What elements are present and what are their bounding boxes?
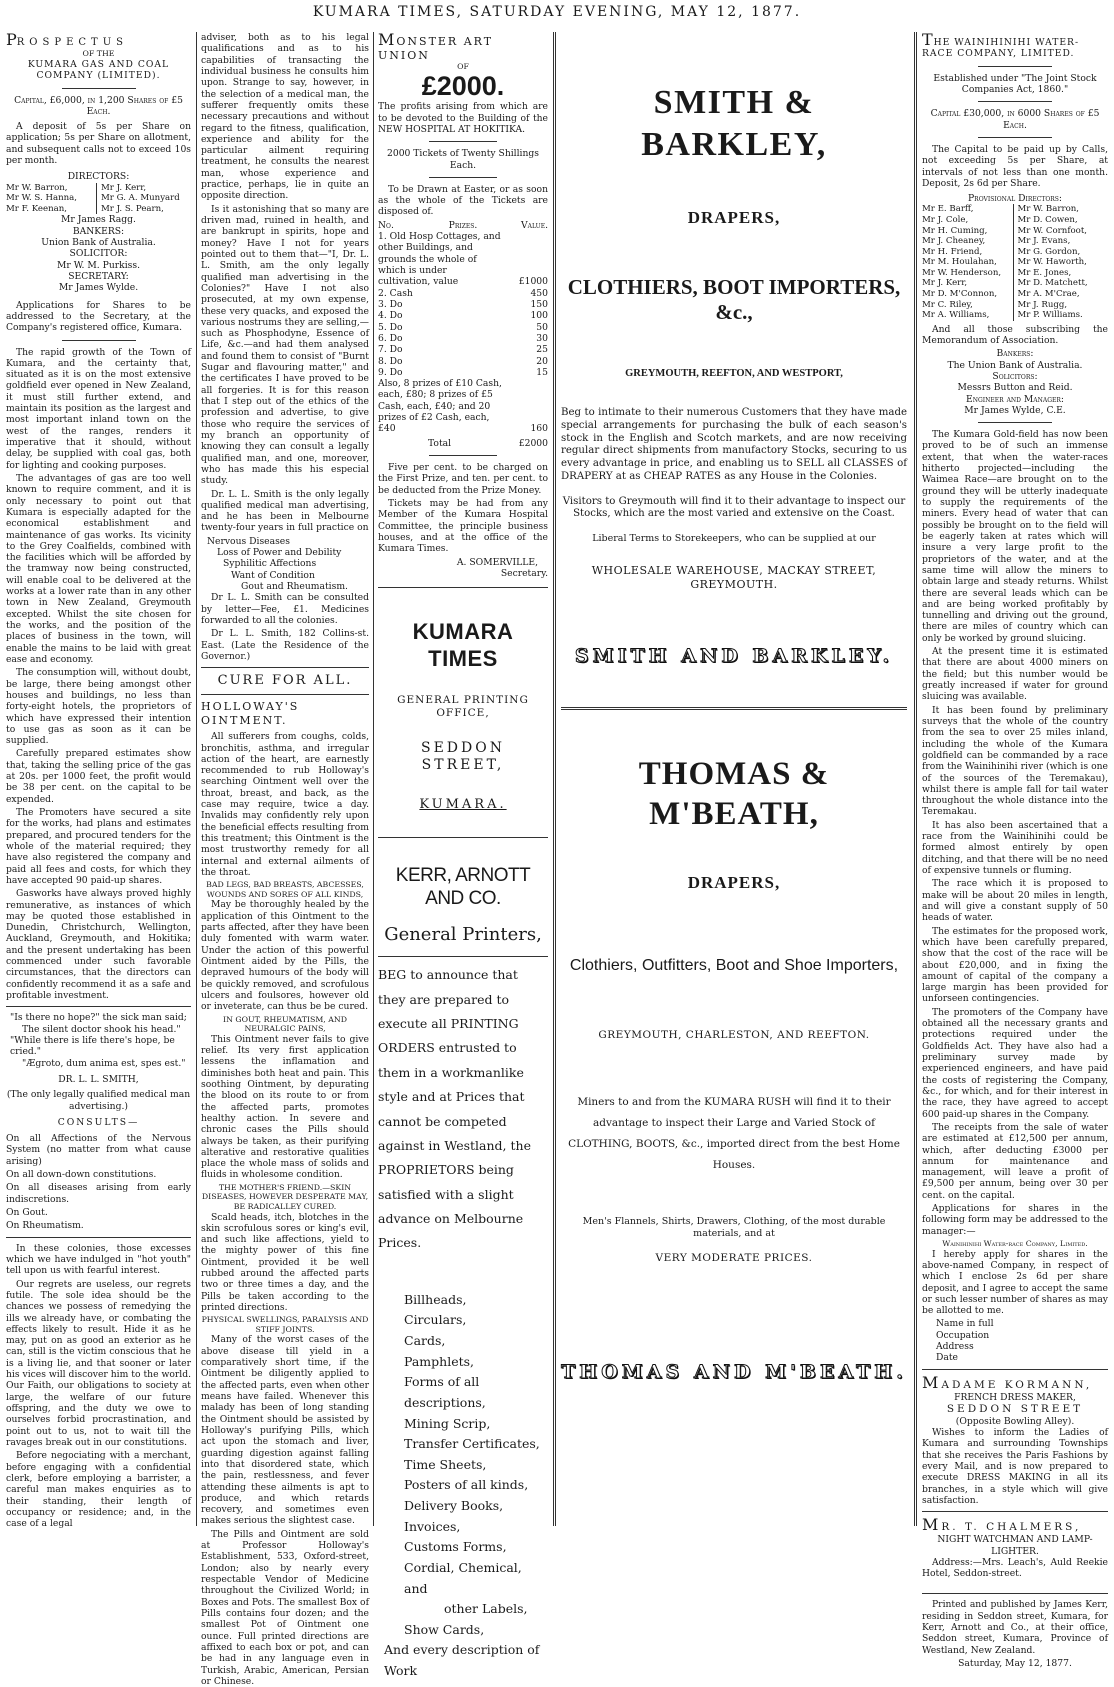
prize-row: 9. Do 15 [378, 366, 548, 378]
prize-row: Also, 8 prizes of £10 Cash, each, £80; 8 prizes of £5 Cash, each, £40; and 20 prizes of £2 Cash, each, £40 160 [378, 378, 548, 435]
chalmers-heading: MR. T. CHALMERS, [922, 1515, 1082, 1535]
prize-total: Total £2000 [428, 437, 548, 449]
prize-rows [378, 288, 548, 379]
divider [378, 587, 548, 588]
verse: "Is there no hope?" the sick man said; The silent doctor shook his head." "While there is life there's hope, be cried." "Ægroto, dum anima est, spes est." [10, 1012, 187, 1069]
holloway-heading: HOLLOWAY'S OINTMENT. [201, 700, 300, 727]
capital: Capital, £6,000, in 1,200 Shares of £5 Each. [14, 94, 183, 117]
drop-cap: P [6, 30, 17, 49]
divider [978, 422, 1052, 423]
divider [6, 1006, 191, 1007]
divider [429, 177, 497, 178]
provisional-directors: Mr E. Barff, Mr J. Cole, Mr H. Cuming, Mr J. Cheaney, Mr H. Friend, Mr M. Houlahan, Mr W. Henderson, Mr J. Kerr, Mr D. M'Connon, Mr C. Riley, Mr A. Williams, Mr W. Barron, Mr D. Cowen, Mr W. Cornfoot, Mr J. Evans, Mr G. Gordon, Mr W. Haworth, Mr E. Jones, Mr D. Matchett, Mr A. M'Crae, Mr J. Rugg, Mr P. Williams. [922, 204, 1108, 320]
issue-date: Saturday, May 12, 1877. [958, 1658, 1072, 1670]
divider [922, 1511, 1108, 1512]
column-4: SMITH & BARKLEY, DRAPERS, CLOTHIERS, BOOT IMPORTERS, &c., GREYMOUTH, REEFTON, AND WESTPORT, Beg to intimate to their numerous Customers that they have made special arrangements for purchasing the bulk of each season's stock in the English and Scotch markets, and are now receiving regular direct shipments from manufactory Stocks, securing to us every advantage in price, and enabling us to SELL all CLASSES of DRAPERY at as CHEAP RATES as any House in the Colonies. Visitors to Greymouth will find it to their advantage to inspect our Stocks, which are the most varied and extensive on the Coast. Liberal Terms to Storekeepers, who can be supplied at our WHOLESALE WAREHOUSE, MACKAY STREET, GREYMOUTH. SMITH AND BARKLEY. THOMAS & M'BEATH, DRAPERS, Clothiers, Outfitters, Boot and Shoe Importers, GREYMOUTH, CHARLESTON, AND REEFTON. Miners to and from the KUMARA RUSH will find it to their advantage to inspect their Large and Varied Stock of CLOTHING, BOOTS, &c., imported direct from the best Home Houses. Men's Flannels, Shirts, Drawers, Clothing, of the most durable materials, and at VERY MODERATE PRICES. THOMAS AND M'BEATH. [561, 84, 907, 1383]
prize-row: 1. Old Hosp Cottages, and other Buildings, and grounds the whole of which is under cultivation, value £1000 [378, 231, 548, 288]
thomas-mbeath-title: THOMAS & M'BEATH, [638, 755, 830, 833]
water-race-heading: THE WAINIHINIHI WATER-RACE COMPANY, LIMITED. [922, 30, 1080, 60]
printing-services: Billheads, Circulars, Cards, Pamphlets, Forms of all descriptions, Mining Scrip, Transfer Certificates, Time Sheets, Posters of all kinds, Delivery Books, Invoices, Customs Forms, Cordial, Chemical, and other Labels, Show Cards, And every description of Work [384, 1291, 540, 1679]
column-1: PROSPECTUS OF THE KUMARA GAS AND COAL COMPANY (LIMITED). Capital, £6,000, in 1,200 Shares of £5 Each. A deposit of 5s per Share on application; 5s per Share on allotment, and subsequent calls not to exceed 10s per month. DIRECTORS: Mr W. Barron, Mr W. S. Hanna, Mr F. Keenan, Mr J. Kerr, Mr G. A. Munyard Mr J. S. Pearn, Mr James Ragg. BANKERS: Union Bank of Australia. SOLICITOR: Mr W. M. Purkiss. SECRETARY: Mr James Wylde. Applications for Shares to be addressed to the Secretary, at the Company's registered office, Kumara. The rapid growth of the Town of Kumara, and the certainty that, situated as it is on the most extensive goldfield ever opened in New Zealand, it must still further extend, and maintain its position as the largest and most important inland town on the west of the ranges, renders it imperative that it should, without delay, be supplied with coal gas, both for lighting and cooking purposes. The advantages of gas are too well known to require comment, and it is only necessary to point out that Kumara is especially adapted for the economical establishment and maintenance of gas works. Its vicinity to the Grey Coalfields, combined with the facilities which will be afforded by the tramway now being constructed, will enable coal to be delivered at the works at a lower rate than in any other town in New Zealand, Greymouth excepted. Whilst the site chosen for the works, and the position of the places of business in the town, will enable the mains to be laid with great ease and economy. The consumption will, without doubt, be large, there being amongst other houses and buildings, no less than forty-eight hotels, the proprietors of which have expressed their intention to use gas as soon as it can be supplied. Carefully prepared estimates show that, taking the selling price of the gas at 20s. per 1000 feet, the profit would be 38 per cent. on the capital to be expended. The Promoters have secured a site for the works, had plans and estimates prepared, and procured tenders for the whole of the material required; they have also registered the company and paid all fees and costs, for which they have accepted 90 paid-up shares. Gasworks have always proved highly remunerative, as instances of which may be quoted those established in Dunedin, Christchurch, Wellington, Auckland, Greymouth, and Hokitika; and the present undertaking has been commenced under such favorable circumstances, that the directors can confidently recommend it as a safe and profitable investment. "Is there no hope?" the sick man said; The silent doctor shook his head." "While there is life there's hope, be cried." "Ægroto, dum anima est, spes est." DR. L. L. SMITH, (The only legally qualified medical man advertising.) CONSULTS— On all Affections of the Nervous System (no matter from what cause arising) On all down-down constitutions. On all diseases arising from early indiscretions. On Gout. On Rheumatism. In these colonies, those excesses which we have indulged in "hot youth" tell upon us with fearful interest. Our regrets are useless, our regrets futile. The sole idea should be the chances we possess of remedying the ills we already have, or combating the effects likely to result. Hide it as he may, put on as good an exterior as he can, still is the victim conscious that he is a living lie, and that sooner or later his vices will discover him to the world. Our Faith, our obligations to society at large, the welfare of our future offspring, and the duty we owe to ourselves forbid procrastination, and point out to us, not to wait till the ravages break out in our constitutions. Before negociating with a merchant, before engaging with a confidential clerk, before employing a barrister, a careful man makes enquiries as to their standing, their length of occupancy or residence; and, in the case of a legal [6, 30, 191, 1530]
smith-barkley-title: SMITH & BARKLEY, [641, 84, 827, 163]
prize-row: 3. Do 150 [378, 298, 548, 310]
directors-list: Mr W. Barron, Mr W. S. Hanna, Mr F. Keenan, Mr J. Kerr, Mr G. A. Munyard Mr J. S. Pearn, [6, 183, 191, 215]
masthead: KUMARA TIMES, SATURDAY EVENING, MAY 12, 1877. [312, 4, 802, 20]
prize-row: 5. Do 50 [378, 321, 548, 333]
column-rule [553, 32, 556, 1526]
divider [378, 837, 548, 838]
printing-notice: BEG to announce that they are prepared to execute all PRINTING ORDERS entrusted to them in a workmanlike style and at Prices that cannot be competed against in Westland, the PROPRIETORS being satisfied with a slight advance on Melbourne Prices. [378, 967, 531, 1251]
conditions-list: Nervous Diseases Loss of Power and Debility Syphilitic Affections Want of Condition Gout and Rheumatism. [207, 535, 348, 592]
divider [978, 137, 1052, 138]
column-2: adviser, both as to his legal qualifications and as to his capabilities of transacting the individual business he consults him upon. Strange to say, however, in the selection of a medical man, the sufferer frequently omits these necessary precautions and without regard to the fitness, qualification, experience and ability for the particular ailment requiring treatment, he consults the nearest man, whose experience and practice, perhaps, lie in quite an opposite direction. Is it astonishing that so many are driven mad, ruined in health, and are bankrupt in spirits, hope and money? Have I not for years pointed out to them that—"I, Dr. L. L. Smith, am the only legally qualified man advertising in the Colonies?" Have I not also prosecuted, at my own expense, these very quacks, and exposed the various nostrums they are selling,—such as Phosphodyne, Essence of Life, &c.—and had them analysed and found them to consist of "Burnt Sugar and flavouring matter," and the certificates I have proved to be all forgeries. It is for this reason that I step out of the ethics of the profession and advertise, to give those who require the services of my branch an opportunity of knowing they can consult a legally qualified man, and one, moreover, who has made this his especial study. Dr. L. L. Smith is the only legally qualified medical man advertising, and he has been in Melbourne twenty-four years in full practice on Nervous Diseases Loss of Power and Debility Syphilitic Affections Want of Condition Gout and Rheumatism. Dr L. L. Smith can be consulted by letter—Fee, £1. Medicines forwarded to all the colonies. Dr L. L. Smith, 182 Collins-st. East. (Late the Residence of the Governor.) CURE FOR ALL. HOLLOWAY'S OINTMENT. All sufferers from coughs, colds, bronchitis, asthma, and irregular action of the heart, are earnestly recommended to rub Holloway's searching Ointment well over the throat, breast, and back, as the case may require, twice a day. Invalids may confidently rely upon the beneficial effects resulting from this treatment; this Ointment is the most trustworthy remedy for all internal and external ailments of the throat. BAD LEGS, BAD BREASTS, ABCESSES, WOUNDS AND SORES OF ALL KINDS, May be thoroughly healed by the application of this Ointment to the parts affected, after they have been duly fomented with warm water. Under the action of this powerful Ointment aided by the Pills, the depraved humours of the body will be quickly removed, and scrofulous ulcers and foulsores, however old or inveterate, can thus be be cured. IN GOUT, RHEUMATISM, AND NEURALGIC PAINS, This Ointment never fails to give relief. Its very first application lessens the inflamation and diminishes both heat and pain. This soothing Ointment, by depurating the blood on its route to or from the affected parts, promotes healthy action. In severe and chronic cases the Pills should always be taken, as their purifying alterative and restorative qualities place the whole mass of solids and fluids in wholesome condition. THE MOTHER'S FRIEND.—SKIN DISEASES, HOWEVER DESPERATE MAY, BE RADICALLEY CURED. Scald heads, itch, blotches in the skin scrofulous sores or king's evil, and such like affections, yield to the mighty power of this fine Ointment, provided it be well rubbed around the affected parts two or three times a day, and the Pills be taken according to the printed directions. PHYSICAL SWELLINGS, PARALYSIS AND STIFF JOINTS. Many of the worst cases of the above disease till yield in a comparatively short time, if the Ointment be diligently applied to the affected parts, even when other means have failed. Whenever this malady has been of long standing the Ointment should be assisted by Holloway's purifying Pills, which act upon the stomach and liver, guarding digestion against falling into that disordered state, which the pain, restlessness, and fever attending these ailments is apt to produce, and which retards recovery, and sometimes even makes serious the slightest case. The Pills and Ointment are sold at Professor Holloway's Establishment, 533, Oxford-street, London; also by nearly every respectable Vendor of Medicine throughout the Civilized World; in Boxes and Pots. The smallest Box of Pills contains four dozen; and the smallest Pot of Ointment one ounce. Full printed directions are affixed to each box or pot, and can be had in any language even in Turkish, Arabic, American, Persian or Chinese. [201, 32, 369, 1687]
divider [378, 956, 548, 957]
prize-row: 6. Do 30 [378, 332, 548, 344]
column-3: MONSTER ART UNION OF £2000. The profits arising from which are to be devoted to the Building of the NEW HOSPITAL AT HOKITIKA. 2000 Tickets of Twenty Shillings Each. To be Drawn at Easter, or as soon as the whole of the Tickets are disposed of. No. Prizes. Value. 1. Old Hosp Cottages, and other Buildings, and grounds the whole of which is under cultivation, value £1000 2. Cash 450 3. Do 150 4. Do 100 5. Do 50 6. Do 30 7. Do 25 8. Do 20 9. Do 15 Also, 8 prizes of £10 Cash, each, £80; 8 prizes of £5 Cash, each, £40; and 20 prizes of £2 Cash, each, £40 160 Total £2000 Five per cent. to be charged on the First Prize, and ten. per cent. to be deducted from the Prize Money. Tickets may be had from any Member of the Kumara Hospital Committee, the principle business houses, and at the office of the Kumara Times. A. SOMERVILLE, Secretary. KUMARA TIMES GENERAL PRINTING OFFICE, SEDDON STREET, KUMARA. KERR, ARNOTT AND CO. General Printers, BEG to announce that they are prepared to execute all PRINTING ORDERS entrusted to them in a workmanlike style and at Prices that cannot be competed against in Westland, the PROPRIETORS being satisfied with a slight advance on Melbourne Prices. Billheads, Circulars, Cards, Pamphlets, Forms of all descriptions, Mining Scrip, Transfer Certificates, Time Sheets, Posters of all kinds, Delivery Books, Invoices, Customs Forms, Cordial, Chemical, and other Labels, Show Cards, And every description of Work [378, 32, 548, 1526]
prospectus-heading: PROSPECTUS OF THE KUMARA GAS AND COAL COMPANY (LIMITED). [6, 30, 170, 82]
divider [922, 1369, 1108, 1370]
doctor-name: DR. L. L. SMITH, [58, 1073, 139, 1085]
column-rule [914, 32, 917, 1526]
divider [429, 455, 497, 456]
smith-barkley-sig: SMITH AND BARKLEY. [574, 645, 894, 668]
divider [978, 101, 1052, 102]
divider [201, 694, 369, 695]
divider [62, 88, 136, 89]
prize-table-header: No. Prizes. Value. [378, 219, 548, 231]
column-5: THE WAINIHINIHI WATER-RACE COMPANY, LIMITED. Established under "The Joint Stock Companies Act, 1860." Capital £30,000, in 6000 Shares of £5 Each. The Capital to be paid up by Calls, not exceeding 5s per Share, at intervals of not less than one month. Deposit, 2s 6d per Share. Provisional Directors: Mr E. Barff, Mr J. Cole, Mr H. Cuming, Mr J. Cheaney, Mr H. Friend, Mr M. Houlahan, Mr W. Henderson, Mr J. Kerr, Mr D. M'Connon, Mr C. Riley, Mr A. Williams, Mr W. Barron, Mr D. Cowen, Mr W. Cornfoot, Mr J. Evans, Mr G. Gordon, Mr W. Haworth, Mr E. Jones, Mr D. Matchett, Mr A. M'Crae, Mr J. Rugg, Mr P. Williams. And all those subscribing the Memorandum of Association. Bankers: The Union Bank of Australia. Solicitors: Messrs Button and Reid. Engineer and Manager: Mr James Wylde, C.E. The Kumara Gold-field has now been proved to be of such an immense extent, that when the water-races hitherto projected—including the Waimea Race—are brought on to the ground they will be utterly inadequate to supply the requirements of the miners. Every head of water that can possibly be brought on to the field will be eagerly taken at rates which will insure a very large profit to the proprietors of the water, and at the same time will allow the miners to obtain large and steady returns. Whilst there are several leads which can be and are being worked profitably by tunnelling and driving out the ground, there are miles of country which can only be worked by ground sluicing. At the present time it is estimated that there are about 4000 miners on the field; but this number would be greatly increased if water for ground sluicing was available. It has been found by preliminary surveys that the whole of the country from the sea to over 25 miles inland, including the whole of the Kumara goldfield can be commanded by a race from the Wainihinihi river (which is one of the sources of the Teremakau), whilst there is ample fall for tail water throughout the whole distance into the Teremakau. It has also been ascertained that a race from the Wainihinihi could be formed almost entirely by open ditching, and that there will be no need of expensive tunnels or fluming. The race which it is proposed to make will be about 20 miles in length, and will give a constant supply of 50 heads of water. The estimates for the proposed work, which have been carefully prepared, show that the cost of the race will be about £20,000, and in fixing the amount of capital of the company a large margin has been provided for unforseen contingencies. The promoters of the Company have obtained all the necessary grants and protections required under the Goldfields Act. They have also had a preliminary survey made by experienced engineers, and have paid the costs of registering the Company, &c., for which, and for their interest in the race, they have agreed to accept 600 paid-up shares in the Company. The receipts from the sale of water are estimated at £12,500 per annum, which, after deducting £3000 per annum for maintenance and management, will leave a profit of £9,500 per annum, being over 30 per cent. on the capital. Applications for shares in the following form may be addressed to the manager:— Wainihinihi Water-race Company, Limited. I hereby apply for shares in the above-named Company, in respect of which I enclose 2s 6d per share deposit, and I agree to accept the same or such lesser number of shares as may be allotted to me. Name in full Occupation Address Date MADAME KORMANN, FRENCH DRESS MAKER, SEDDON STREET (Opposite Bowling Alley). Wishes to inform the Ladies of Kumara and surrounding Townships that she receives the Paris Fashions by every Mail, and is now prepared to execute DRESS MAKING in all its branches, in a style which will give satisfaction. MR. T. CHALMERS, NIGHT WATCHMAN AND LAMP-LIGHTER. Address:—Mrs. Leach's, Auld Reekie Hotel, Seddon-street. Printed and published by James Kerr, residing in Seddon street, Kumara, for Kerr, Arnott and Co., at their office, Seddon street, Kumara, Province of Westland, New Zealand. Saturday, May 12, 1877. [922, 30, 1108, 1670]
divider [6, 1237, 191, 1238]
divider [561, 707, 907, 710]
thomas-mbeath-sig: THOMAS AND M'BEATH. [561, 1360, 907, 1383]
prize-amount: £2000. [421, 70, 505, 101]
kumara-times-title: KUMARA TIMES [412, 619, 514, 672]
divider [978, 66, 1052, 67]
prize-row: 7. Do 25 [378, 344, 548, 356]
column-rule [373, 32, 374, 1526]
divider [429, 141, 497, 142]
imprint: Printed and published by James Kerr, residing in Seddon street, Kumara, for Kerr, Arnott and Co., at their office, Seddon street, Kumara, Province of Westland, New Zealand. [922, 1599, 1108, 1656]
prize-row: 2. Cash 450 [378, 287, 548, 299]
divider [62, 340, 136, 341]
application-form-lines: Name in full Occupation Address Date [936, 1318, 994, 1364]
prize-row: 4. Do 100 [378, 310, 548, 322]
cure-heading: CURE FOR ALL. [217, 673, 353, 689]
column-rule [196, 32, 197, 1526]
divider [922, 1593, 1108, 1594]
divider [201, 667, 369, 668]
art-union-heading: MONSTER ART UNION [378, 30, 494, 62]
directors-heading: DIRECTORS: [67, 171, 130, 183]
prize-row: 8. Do 20 [378, 355, 548, 367]
kerr-arnott-title: KERR, ARNOTT AND CO. [395, 864, 531, 909]
kormann-heading: MADAME KORMANN, [922, 1372, 1093, 1392]
